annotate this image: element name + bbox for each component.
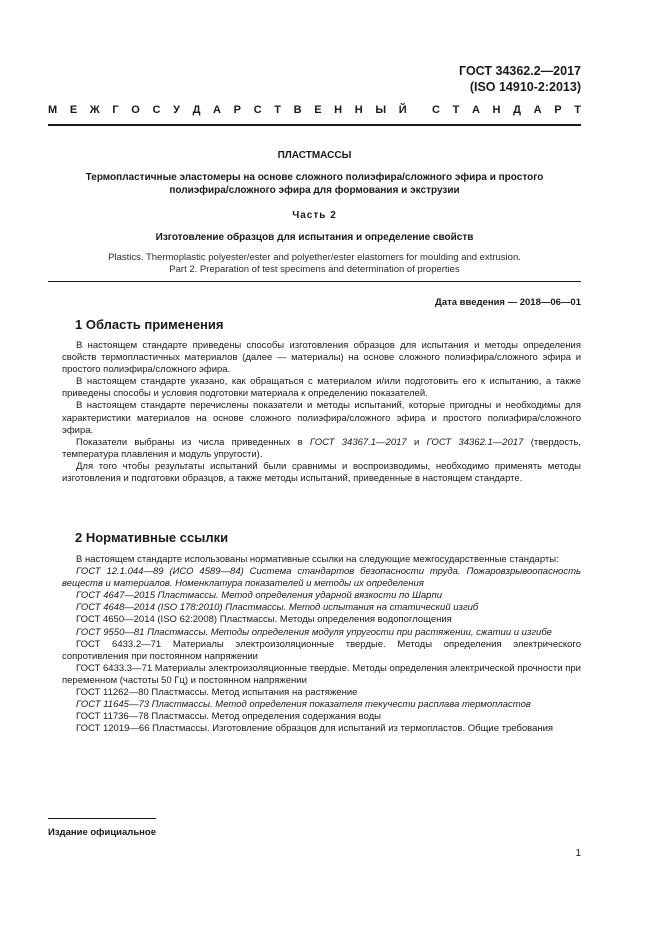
banner-letter: Ы (375, 104, 387, 116)
banner-letter: Т (274, 104, 281, 116)
normative-reference: ГОСТ 6433.2—71 Материалы электроизоляционные твердые. Методы определения электрического сопротивления при постоянном напряжении (62, 638, 581, 662)
normative-reference: ГОСТ 11645—73 Пластмассы. Метод определения показателя текучести расплава термопластов (76, 699, 531, 711)
part-title: Изготовление образцов для испытания и определение свойств (155, 232, 474, 243)
paragraph: В настоящем стандарте указано, как обращаться с материалом и/или подготовить его к испытанию, а также приведены способы и условия подготовки материала к определению показателей. (62, 376, 581, 400)
section-2-heading: 2 Нормативные ссылки (75, 530, 229, 545)
banner-letter: Н (354, 104, 363, 116)
section-1-body (62, 340, 581, 485)
banner-letter: Ж (89, 104, 100, 116)
paragraph: В настоящем стандарте перечислены показатели и методы испытаний, которые пригодны и необходимы для характеристики материалов на основе сложного полиэфира/сложного эфира и простого полиэфира/сложного эфира. (62, 400, 581, 436)
document-subtitle (48, 171, 581, 197)
normative-reference: ГОСТ 12019—66 Пластмассы. Изготовление образцов для испытаний из термопластов. Общие требования (76, 723, 554, 735)
paragraph: В настоящем стандарте использованы нормативные ссылки на следующие межгосударственные стандарты: (76, 554, 559, 565)
paragraph: В настоящем стандарте приведены способы изготовления образцов для испытания и методы определения свойств термопластичных материалов (далее — материалы) на основе сложного полиэфира/сложного эфира и простого полиэфира/сложного эфира. (62, 340, 581, 376)
normative-reference: ГОСТ 4647—2015 Пластмассы. Метод определения ударной вязкости по Шарпи (76, 590, 442, 602)
interstate-standard-banner (48, 104, 581, 116)
normative-reference: ГОСТ 12.1.044—89 (ИСО 4589—84) Система стандартов безопасности труда. Пожаровзрывоопасность веществ и материалов. Номенклатура показателей и методы их определения (62, 566, 581, 590)
banner-letter: С (152, 104, 161, 116)
official-edition-label: Издание официальное (48, 827, 156, 838)
reference-link: ГОСТ 34367.1—2017 (309, 436, 407, 448)
subtitle-line: полиэфира/сложного эфира для формования и экструзии (169, 185, 460, 196)
title-rule (48, 281, 581, 282)
subtitle-line: Термопластичные эластомеры на основе сложного полиэфира/сложного эфира и простого (85, 172, 544, 183)
banner-letter: Д (192, 104, 201, 116)
banner-letter: Р (554, 104, 562, 116)
banner-letter: Й (398, 104, 407, 116)
page-number: 1 (575, 848, 581, 859)
normative-reference: ГОСТ 4650—2014 (ISO 62:2008) Пластмассы. Методы определения водопоглощения (76, 614, 452, 626)
normative-reference: ГОСТ 6433.3—71 Материалы электроизоляционные твердые. Методы определения электрической прочности при переменном (частоты 50 Гц) и постоянном напряжении (62, 662, 581, 686)
banner-letter: А (533, 104, 542, 116)
banner-letter: С (431, 104, 440, 116)
document-title: ПЛАСТМАССЫ (277, 150, 352, 161)
banner-letter: Н (334, 104, 343, 116)
banner-letter: В (293, 104, 302, 116)
banner-letter: У (173, 104, 180, 116)
banner-letter: Г (112, 104, 119, 116)
header-rule (48, 124, 581, 126)
english-title-line: Part 2. Preparation of test specimens and determination of properties (169, 264, 460, 275)
banner-letter: А (213, 104, 221, 116)
banner-letter: М (48, 104, 58, 116)
english-title (48, 252, 581, 276)
standard-number (459, 63, 581, 95)
section-2-body (62, 554, 581, 735)
banner-letter: Р (233, 104, 241, 116)
paragraph: Для того чтобы результаты испытаний были сравнимы и воспроизводимы, необходимо применять методы изготовления и подготовки образцов, а также методы испытаний, приведенные в настоящем стандарте. (62, 460, 581, 485)
banner-letter: Е (69, 104, 78, 116)
banner-letter: Д (513, 104, 521, 116)
normative-reference: ГОСТ 4648—2014 (ISO 178:2010) Пластмассы. Метод испытания на статический изгиб (76, 602, 479, 614)
normative-reference: ГОСТ 11262—80 Пластмассы. Метод испытания на растяжение (76, 687, 358, 699)
banner-letter: Е (314, 104, 322, 116)
banner-letter: Т (574, 104, 581, 116)
footer-rule (48, 818, 156, 819)
banner-letter: Т (452, 104, 460, 116)
standard-number-iso: (ISO 14910-2:2013) (469, 80, 581, 94)
normative-reference: ГОСТ 9550—81 Пластмассы. Методы определения модуля упругости при растяжении, сжатии и изгибе (76, 626, 552, 638)
normative-reference: ГОСТ 11736—78 Пластмассы. Метод определения содержания воды (76, 711, 381, 723)
english-title-line: Plastics. Thermoplastic polyester/ester and polyether/ester elastomers for moulding and extrusion. (108, 252, 521, 263)
banner-letter: Н (492, 104, 501, 116)
paragraph: Показатели выбраны из числа приведенных в ГОСТ 34367.1—2017 и ГОСТ 34362.1—2017 (твердость, температура плавления и модуль упругости). (62, 436, 582, 460)
section-1-heading: 1 Область применения (75, 317, 224, 332)
banner-letter: С (253, 104, 262, 116)
effective-date: Дата введения — 2018—06—01 (435, 297, 581, 308)
reference-link: ГОСТ 34362.1—2017 (426, 436, 524, 448)
part-label: Часть 2 (292, 210, 337, 221)
banner-letter: А (471, 104, 480, 116)
banner-letter: О (131, 104, 140, 116)
standard-number-gost: ГОСТ 34362.2—2017 (459, 64, 581, 78)
